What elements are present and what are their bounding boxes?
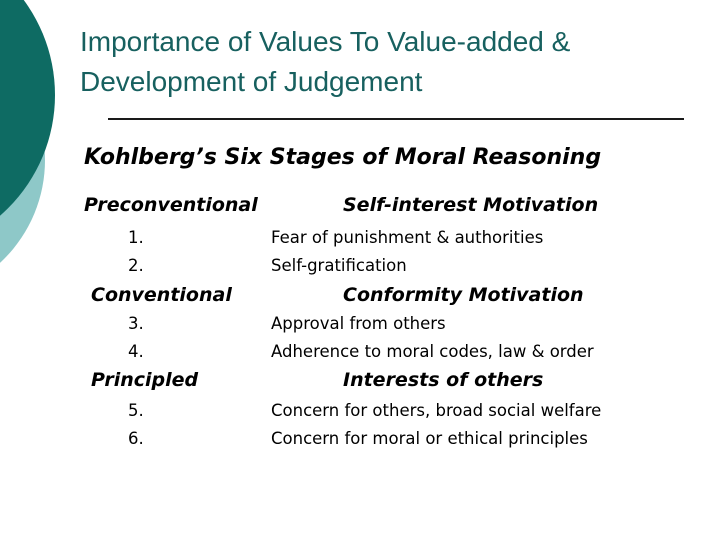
level-name-preconventional: Preconventional bbox=[84, 194, 258, 216]
level-motivation-preconventional: Self-interest Motivation bbox=[343, 194, 599, 216]
title-divider bbox=[108, 118, 684, 120]
slide-title-line-2: Development of Judgement bbox=[80, 66, 423, 97]
stage-number-5: 5. bbox=[128, 401, 144, 420]
stage-number-3: 3. bbox=[128, 314, 144, 333]
stage-description-1: Fear of punishment & authorities bbox=[271, 228, 544, 247]
stage-description-6: Concern for moral or ethical principles bbox=[271, 429, 588, 448]
stage-description-2: Self-gratification bbox=[271, 256, 407, 275]
section-heading: Kohlberg’s Six Stages of Moral Reasoning bbox=[84, 145, 602, 170]
stage-description-4: Adherence to moral codes, law & order bbox=[271, 342, 594, 361]
stage-number-6: 6. bbox=[128, 429, 144, 448]
stage-description-3: Approval from others bbox=[271, 314, 446, 333]
stage-number-1: 1. bbox=[128, 228, 144, 247]
level-motivation-conventional: Conformity Motivation bbox=[343, 284, 584, 306]
slide-title-line-1: Importance of Values To Value-added & bbox=[80, 26, 571, 57]
level-name-principled: Principled bbox=[91, 369, 199, 391]
slide-title bbox=[80, 22, 700, 102]
stage-number-4: 4. bbox=[128, 342, 144, 361]
stage-number-2: 2. bbox=[128, 256, 144, 275]
decorative-circles bbox=[0, 0, 80, 300]
level-name-conventional: Conventional bbox=[91, 284, 232, 306]
level-motivation-principled: Interests of others bbox=[343, 369, 544, 391]
stage-description-5: Concern for others, broad social welfare bbox=[271, 401, 602, 420]
